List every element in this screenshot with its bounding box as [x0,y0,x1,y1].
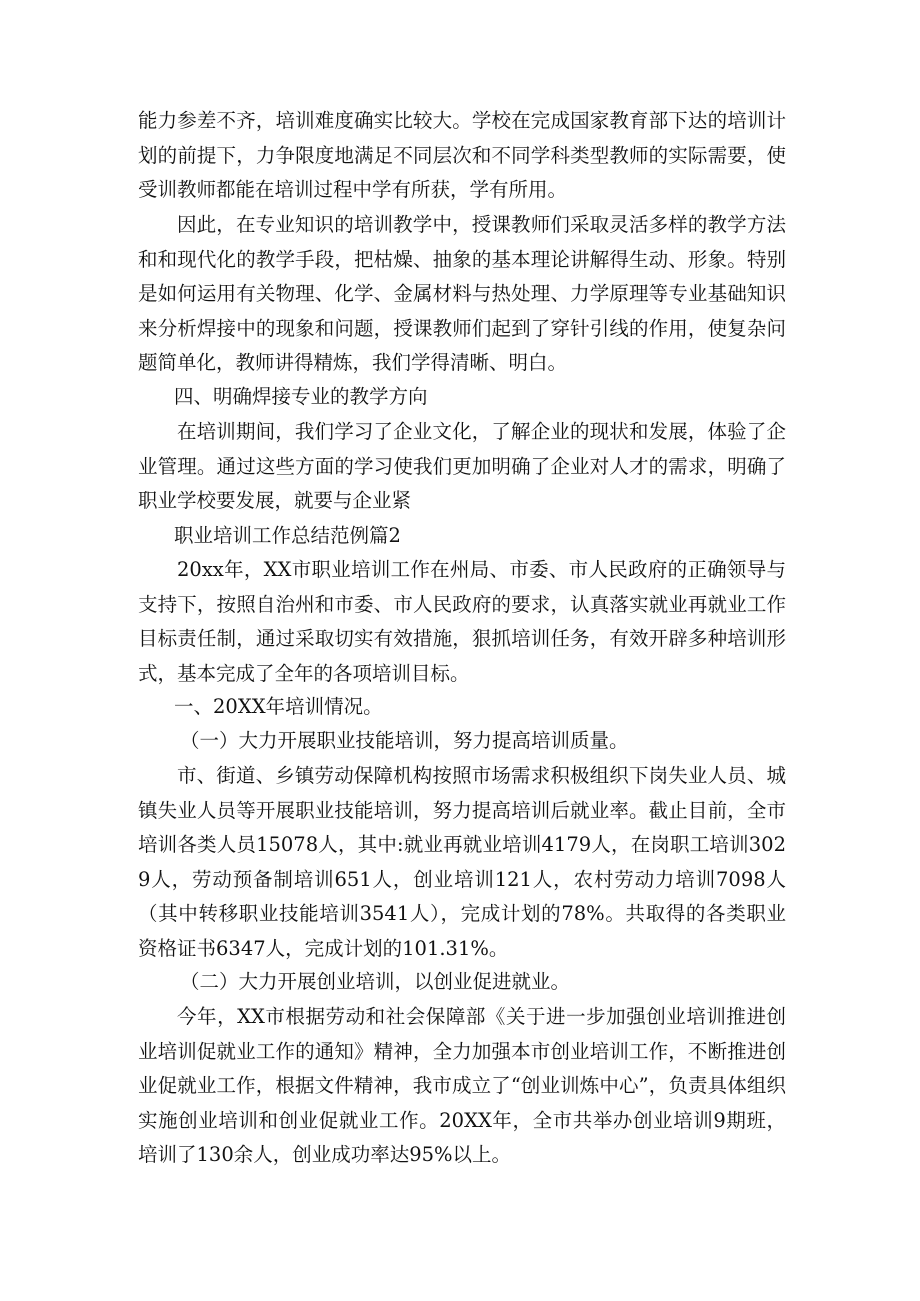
heading-section-four: 四、明确焊接专业的教学方向 [174,385,428,408]
paragraph-enterprise-culture: 在培训期间，我们学习了企业文化，了解企业的现状和发展，体验了企业管理。通过这些方面的学习使我们更加明确了企业对人才的需求，明确了职业学校要发展，就要与企业紧 [138,420,786,512]
heading-training-situation: 一、20XX年培训情况。 [174,695,383,718]
paragraph-annual-summary: 20xx年，XX市职业培训工作在州局、市委、市人民政府的正确领导与支持下，按照自治州和市委、市人民政府的要求，认真落实就业再就业工作目标责任制，通过采取切实有效措施，狠抓培训任务，有效开辟多种培训形式，基本完成了全年的各项培训目标。 [138,558,786,685]
heading-example-2: 职业培训工作总结范例篇2 [174,524,401,547]
paragraph-skills-training-stats: 市、街道、乡镇劳动保障机构按照市场需求积极组织下岗失业人员、城镇失业人员等开展职业技能培训，努力提高培训后就业率。截止目前，全市培训各类人员15078人，其中:就业再就业培训4179人，在岗职工培训3029人，劳动预备制培训651人，创业培训121人，农村劳动力培训7098人（其中转移职业技能培训3541人），完成计划的78%。共取得的各类职业资格证书6347人，完成计划的101.31%。 [138,764,786,960]
paragraph-teaching-methods: 因此，在专业知识的培训教学中，授课教师们采取灵活多样的教学方法和和现代化的教学手段，把枯燥、抽象的基本理论讲解得生动、形象。特别是如何运用有关物理、化学、金属材料与热处理、力学原理等专业基础知识来分析焊接中的现象和问题，授课教师们起到了穿针引线的作用，使复杂问题简单化，教师讲得精炼，我们学得清晰、明白。 [138,213,786,374]
paragraph-training-difficulty: 能力参差不齐，培训难度确实比较大。学校在完成国家教育部下达的培训计划的前提下，力争限度地满足不同层次和不同学科类型教师的实际需要，使受训教师都能在培训过程中学有所获，学有所用。 [138,109,786,201]
subheading-skills-training: （一）大力开展职业技能培训，努力提高培训质量。 [180,729,629,752]
paragraph-entrepreneurship-details: 今年，XX市根据劳动和社会保障部《关于进一步加强创业培训推进创业培训促就业工作的通知》精神，全力加强本市创业培训工作，不断推进创业促就业工作，根据文件精神，我市成立了“创业训炼中心”，负责具体组织实施创业培训和创业促就业工作。20XX年，全市共举办创业培训9期班，培训了130余人，创业成功率达95%以上。 [138,1005,786,1166]
subheading-entrepreneurship-training: （二）大力开展创业培训，以创业促进就业。 [180,970,571,993]
